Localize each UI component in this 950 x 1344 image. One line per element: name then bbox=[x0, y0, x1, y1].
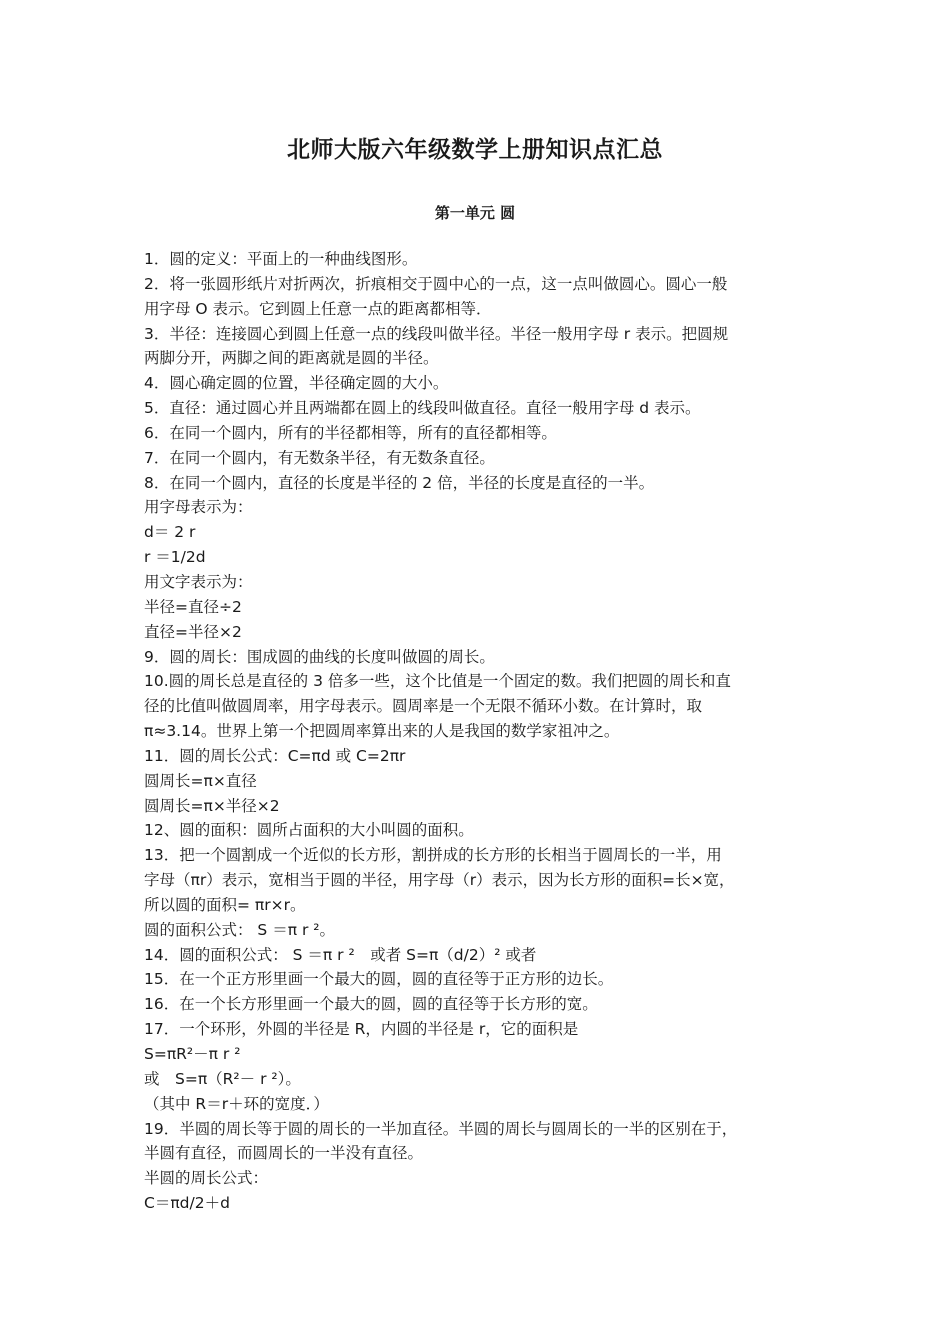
text-line: 10.圆的周长总是直径的 3 倍多一些，这个比值是一个固定的数。我们把圆的周长和直 bbox=[144, 672, 731, 691]
text-line: 径的比值叫做圆周率，用字母表示。圆周率是一个无限不循环小数。在计算时，取 bbox=[144, 697, 703, 716]
text-line: 13．把一个圆割成一个近似的长方形，割拼成的长方形的长相当于圆周长的一半，用 bbox=[144, 846, 722, 865]
text-line: r ＝1/2d bbox=[144, 548, 206, 567]
text-line: S=πR²－π r ² bbox=[144, 1045, 241, 1063]
text-line: 用字母 O 表示。它到圆上任意一点的距离都相等． bbox=[144, 299, 492, 318]
section-title: 第一单元 圆 bbox=[434, 204, 516, 222]
text-line: 12、圆的面积：圆所占面积的大小叫圆的面积。 bbox=[144, 821, 474, 840]
text-line: 半圆有直径，而圆周长的一半没有直径。 bbox=[144, 1144, 424, 1163]
text-line: 8．在同一个圆内，直径的长度是半径的 2 倍，半径的长度是直径的一半。 bbox=[144, 473, 655, 492]
text-line: 或 S=π（R²－ r ²）。 bbox=[144, 1069, 301, 1088]
text-line: 半径=直径÷2 bbox=[144, 597, 242, 616]
text-line: 11．圆的周长公式：C=πd 或 C=2πr bbox=[144, 746, 406, 765]
text-line: 所以圆的面积= πr×r。 bbox=[144, 895, 306, 914]
text-line: 6．在同一个圆内，所有的半径都相等，所有的直径都相等。 bbox=[144, 423, 557, 442]
text-line: 半圆的周长公式： bbox=[144, 1169, 269, 1188]
text-line: 2．将一张圆形纸片对折两次，折痕相交于圆中心的一点，这一点叫做圆心。圆心一般 bbox=[144, 274, 728, 293]
text-line: d＝ 2 r bbox=[144, 523, 196, 542]
text-line: 字母（πr）表示，宽相当于圆的半径，用字母（r）表示，因为长方形的面积=长×宽， bbox=[144, 871, 735, 890]
text-line: 7．在同一个圆内，有无数条半径，有无数条直径。 bbox=[144, 448, 495, 467]
text-line: 圆周长=π×半径×2 bbox=[144, 796, 280, 815]
text-line: 1．圆的定义：平面上的一种曲线图形。 bbox=[144, 250, 418, 268]
text-line: 用字母表示为： bbox=[144, 498, 253, 517]
text-line: 9．圆的周长：围成圆的曲线的长度叫做圆的周长。 bbox=[144, 647, 495, 666]
text-line: 圆周长=π×直径 bbox=[144, 771, 257, 790]
text-line: （其中 R＝r＋环的宽度．） bbox=[144, 1094, 329, 1113]
text-line: 16．在一个长方形里画一个最大的圆，圆的直径等于长方形的宽。 bbox=[144, 995, 598, 1014]
document-title: 北师大版六年级数学上册知识点汇总 bbox=[287, 137, 663, 163]
text-line: π≈3.14。世界上第一个把圆周率算出来的人是我国的数学家祖冲之。 bbox=[144, 722, 620, 741]
text-line: 4．圆心确定圆的位置，半径确定圆的大小。 bbox=[144, 374, 449, 393]
text-line: C＝πd/2＋d bbox=[144, 1194, 230, 1213]
text-line: 圆的面积公式： S ＝π r ²。 bbox=[144, 920, 335, 939]
text-line: 17．一个环形，外圆的半径是 R，内圆的半径是 r，它的面积是 bbox=[144, 1020, 579, 1039]
text-line: 19．半圆的周长等于圆的周长的一半加直径。半圆的周长与圆周长的一半的区别在于， bbox=[144, 1119, 738, 1138]
text-line: 用文字表示为： bbox=[144, 572, 253, 591]
text-line: 15．在一个正方形里画一个最大的圆，圆的直径等于正方形的边长。 bbox=[144, 970, 614, 989]
document-body bbox=[144, 247, 814, 1216]
text-line: 3．半径：连接圆心到圆上任意一点的线段叫做半径。半径一般用字母 r 表示。把圆规 bbox=[144, 324, 729, 343]
text-line: 14．圆的面积公式： S ＝π r ² 或者 S=π（d/2）² 或者 bbox=[144, 945, 537, 964]
text-line: 直径=半径×2 bbox=[144, 622, 242, 641]
text-line: 5．直径：通过圆心并且两端都在圆上的线段叫做直径。直径一般用字母 d 表示。 bbox=[144, 399, 701, 418]
text-line: 两脚分开，两脚之间的距离就是圆的半径。 bbox=[144, 349, 439, 368]
